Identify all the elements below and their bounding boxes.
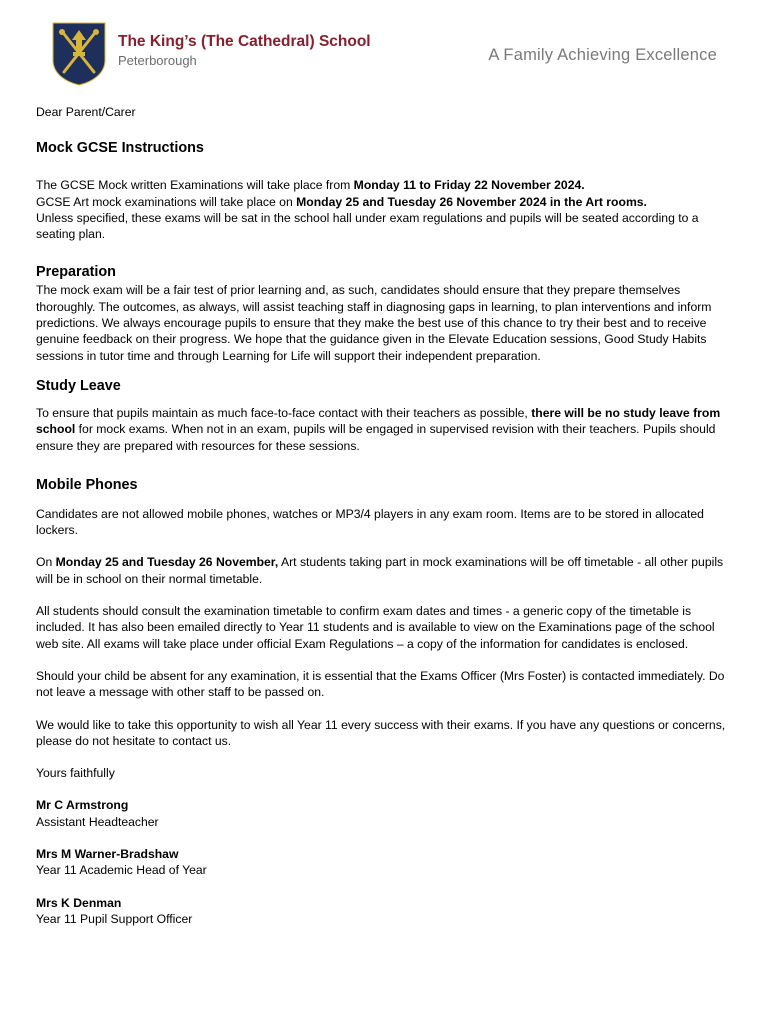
phones-paragraph-2 — [36, 554, 736, 587]
intro-paragraph — [36, 177, 736, 242]
signatory-3 — [36, 895, 736, 928]
closing: Yours faithfully — [36, 766, 115, 781]
phones-p2-c: Art students taking part in mock examinations will be off timetable - all other pupils will be in school on their normal timetable. — [36, 555, 724, 586]
study-leave-emphasis: there will be no study leave from school — [36, 405, 721, 437]
phones-paragraph-4: Should your child be absent for any examination, it is essential that the Exams Officer (Mrs Foster) is contacted immediately. Do not leave a message with other staff to be passed on. — [36, 668, 725, 700]
signatory-name: Mrs K Denman — [36, 895, 122, 910]
phones-paragraph-1: Candidates are not allowed mobile phones, watches or MP3/4 players in any exam room. Items are to be stored in allocated lockers. — [36, 506, 704, 538]
mobile-phones-heading: Mobile Phones — [36, 476, 138, 493]
intro-line1-text: The GCSE Mock written Examinations will take place from — [36, 178, 354, 193]
intro-line2-dates: Monday 25 and Tuesday 26 November 2024 in the Art rooms. — [296, 194, 647, 209]
letter-title: Mock GCSE Instructions — [36, 140, 204, 157]
phones-p2-dates: Monday 25 and Tuesday 26 November, — [55, 555, 279, 570]
signatory-role: Year 11 Academic Head of Year — [36, 863, 207, 878]
study-leave-heading: Study Leave — [36, 377, 121, 394]
school-crest-icon — [52, 22, 106, 86]
salutation: Dear Parent/Carer — [36, 105, 136, 119]
letterhead — [0, 0, 768, 96]
intro-line1-dates: Monday 11 to Friday 22 November 2024. — [353, 178, 585, 193]
school-town: Peterborough — [118, 53, 197, 68]
phones-p2-a: On — [36, 555, 56, 570]
signatory-name: Mrs M Warner-Bradshaw — [36, 847, 179, 862]
signatory-1 — [36, 797, 736, 830]
study-leave-text — [36, 405, 736, 454]
signatory-role: Year 11 Pupil Support Officer — [36, 911, 193, 926]
signatory-2 — [36, 846, 736, 879]
school-name: The King’s (The Cathedral) School — [118, 33, 371, 50]
intro-line3-text: Unless specified, these exams will be sat in the school hall under exam regulations and pupils will be seated according to a seating plan. — [36, 210, 699, 242]
signatory-role: Assistant Headteacher — [36, 814, 159, 829]
phones-paragraph-5: We would like to take this opportunity to wish all Year 11 every success with their exams. If you have any questions or concerns, please do not hesitate to contact us. — [36, 717, 726, 748]
school-motto: A Family Achieving Excellence — [488, 46, 717, 64]
phones-paragraph-3: All students should consult the examination timetable to confirm exam dates and times - a generic copy of the timetable is included. It has also been emailed directly to Year 11 students and is available to view on the Examinations page of the school web site. All exams will take place under official Exam Regulations – a copy of the information for candidates is enclosed. — [36, 604, 715, 651]
preparation-text: The mock exam will be a fair test of prior learning and, as such, candidates should ensure that they prepare themselves thoroughly. The outcomes, as always, will assist teaching staff in diagnosing gaps in learning, to plan interventions and inform predictions. We always encourage pupils to ensure that they make the best use of this chance to try their best and to receive genuine feedback on their progress. We hope that the guidance given in the Elevate Education sessions, Good Study Habits sessions in tutor time and through Learning for Life will support their independent preparation. — [36, 283, 712, 363]
signatory-name: Mr C Armstrong — [36, 798, 129, 813]
preparation-heading: Preparation — [36, 264, 116, 281]
letter-body — [36, 104, 736, 927]
study-leave-text-c: for mock exams. When not in an exam, pupils will be engaged in supervised revision with their teachers. Pupils should ensure they are prepared with resources for these sessions. — [36, 422, 716, 453]
intro-line2-text: GCSE Art mock examinations will take place on — [36, 194, 297, 209]
study-leave-text-a: To ensure that pupils maintain as much face-to-face contact with their teachers as possible, — [36, 405, 532, 420]
